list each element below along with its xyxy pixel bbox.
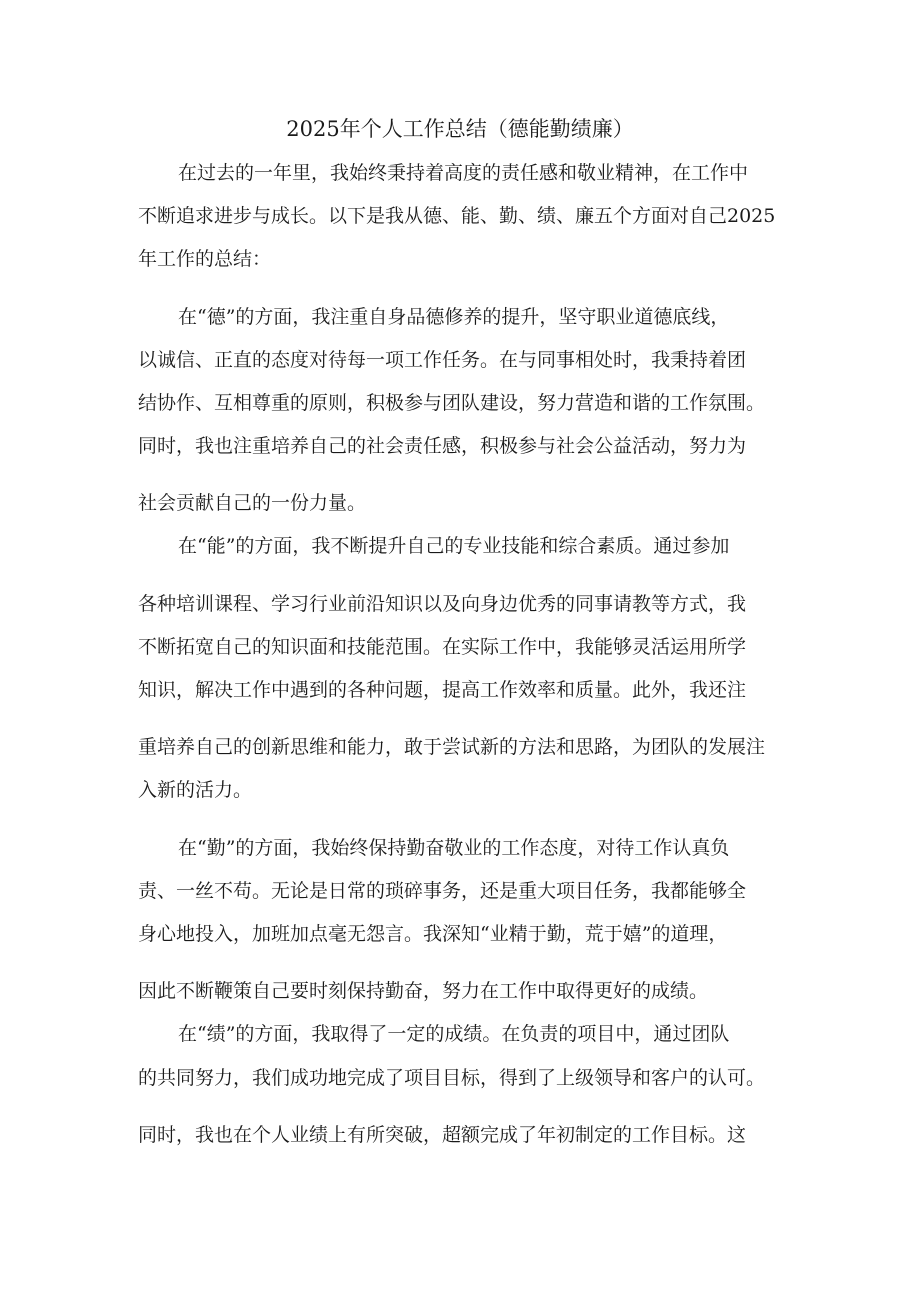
paragraph-line: 各种培训课程、学习行业前沿知识以及向身边优秀的同事请教等方式，我 — [138, 593, 747, 615]
paragraph-line: 以诚信、正直的态度对待每一项工作任务。在与同事相处时，我秉持着团 — [138, 349, 747, 371]
paragraph-line: 责、一丝不苟。无论是日常的琐碎事务，还是重大项目任务，我都能够全 — [138, 880, 747, 902]
paragraph-line: 年工作的总结： — [138, 248, 272, 270]
paragraph-line: 在“绩”的方面，我取得了一定的成绩。在负责的项目中，通过团队 — [178, 1023, 730, 1045]
paragraph-line: 身心地投入，加班加点毫无怨言。我深知“业精于勤，荒于嬉”的道理， — [138, 923, 728, 945]
paragraph-line: 社会贡献自己的一份力量。 — [138, 492, 367, 514]
paragraph-line: 不断追求进步与成长。以下是我从德、能、勤、绩、廉五个方面对自己2025 — [138, 205, 776, 227]
paragraph-line: 的共同努力，我们成功地完成了项目目标，得到了上级领导和客户的认可。 — [138, 1067, 766, 1089]
document-title: 2025年个人工作总结（德能勤绩廉） — [286, 117, 634, 141]
paragraph-line: 同时，我也在个人业绩上有所突破，超额完成了年初制定的工作目标。这 — [138, 1124, 747, 1146]
paragraph-line: 结协作、互相尊重的原则，积极参与团队建设，努力营造和谐的工作氛围。 — [138, 392, 766, 414]
paragraph-line: 因此不断鞭策自己要时刻保持勤奋，努力在工作中取得更好的成绩。 — [138, 980, 709, 1002]
paragraph-line: 在“勤”的方面，我始终保持勤奋敬业的工作态度，对待工作认真负 — [178, 837, 730, 859]
paragraph-line: 在“能”的方面，我不断提升自己的专业技能和综合素质。通过参加 — [178, 535, 730, 557]
paragraph-line: 同时，我也注重培养自己的社会责任感，积极参与社会公益活动，努力为 — [138, 435, 747, 457]
paragraph-line: 不断拓宽自己的知识面和技能范围。在实际工作中，我能够灵活运用所学 — [138, 636, 747, 658]
paragraph-line: 知识，解决工作中遇到的各种问题，提高工作效率和质量。此外，我还注 — [138, 679, 747, 701]
paragraph-line: 重培养自己的创新思维和能力，敢于尝试新的方法和思路，为团队的发展注 — [138, 736, 766, 758]
paragraph-line: 在“德”的方面，我注重自身品德修养的提升，坚守职业道德底线， — [178, 306, 730, 328]
paragraph-line: 入新的活力。 — [138, 779, 253, 801]
paragraph-line: 在过去的一年里，我始终秉持着高度的责任感和敬业精神，在工作中 — [178, 162, 749, 184]
